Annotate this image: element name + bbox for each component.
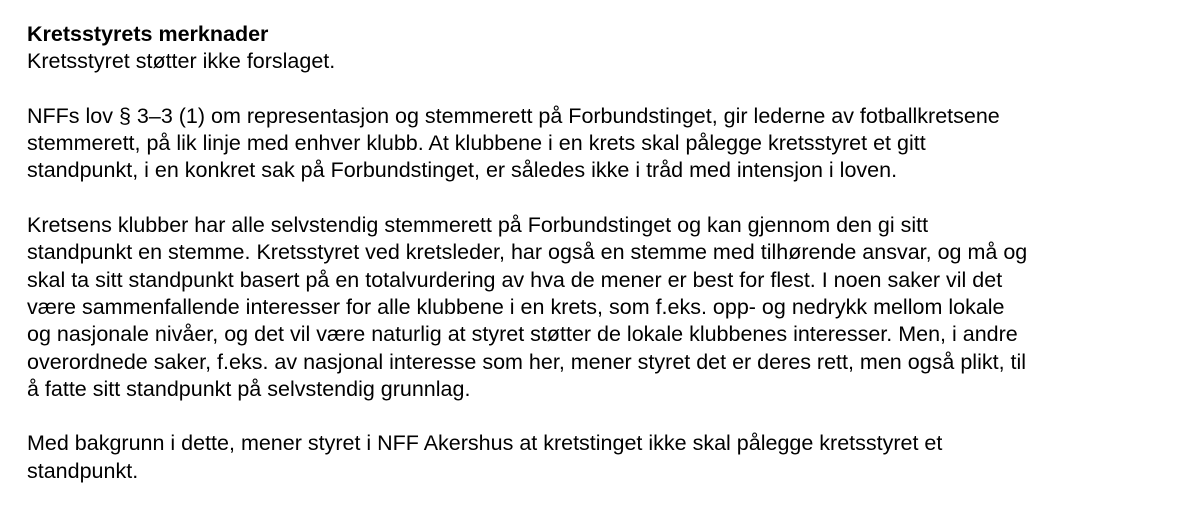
paragraph-line: stemmerett, på lik linje med enhver klubb. At klubbene i en krets skal pålegge kretsstyret et gitt <box>27 131 926 156</box>
paragraph-line: Med bakgrunn i dette, mener styret i NFF Akershus at kretstinget ikke skal pålegge kretsstyret et <box>27 431 943 456</box>
paragraph-line: å fatte sitt standpunkt på selvstendig grunnlag. <box>27 376 471 401</box>
section-heading: Kretsstyrets merknader <box>27 22 269 46</box>
paragraph-line: overordnede saker, f.eks. av nasjonal interesse som her, mener styret det er deres rett, men også plikt, til <box>27 349 1027 374</box>
paragraph-line: og nasjonale nivåer, og det vil være naturlig at styret støtter de lokale klubbenes interesser. Men, i andre <box>27 322 1018 347</box>
intro-statement: Kretsstyret støtter ikke forslaget. <box>27 49 336 74</box>
document-body <box>27 21 1187 485</box>
paragraph-law <box>27 103 1187 185</box>
paragraph-line: være sammenfallende interesser for alle klubbene i en krets, som f.eks. opp- og nedrykk mellom lokale <box>27 294 1005 319</box>
paragraph-spacer <box>27 403 1187 430</box>
paragraph-clubs <box>27 212 1187 403</box>
paragraph-line: standpunkt, i en konkret sak på Forbundstinget, er således ikke i tråd med intensjon i loven. <box>27 158 898 183</box>
paragraph-spacer <box>27 185 1187 212</box>
paragraph-line: skal ta sitt standpunkt basert på en totalvurdering av hva de mener er best for flest. I noen saker vil det <box>27 267 1003 292</box>
paragraph-line: standpunkt. <box>27 458 139 483</box>
paragraph-conclusion <box>27 430 1187 485</box>
paragraph-spacer <box>27 76 1187 103</box>
paragraph-line: standpunkt en stemme. Kretsstyret ved kretsleder, har også en stemme med tilhørende ansvar, og må og <box>27 240 1028 265</box>
paragraph-line: NFFs lov § 3–3 (1) om representasjon og stemmerett på Forbundstinget, gir lederne av fotballkretsene <box>27 103 1000 128</box>
paragraph-line: Kretsens klubber har alle selvstendig stemmerett på Forbundstinget og kan gjennom den gi sitt <box>27 213 929 238</box>
